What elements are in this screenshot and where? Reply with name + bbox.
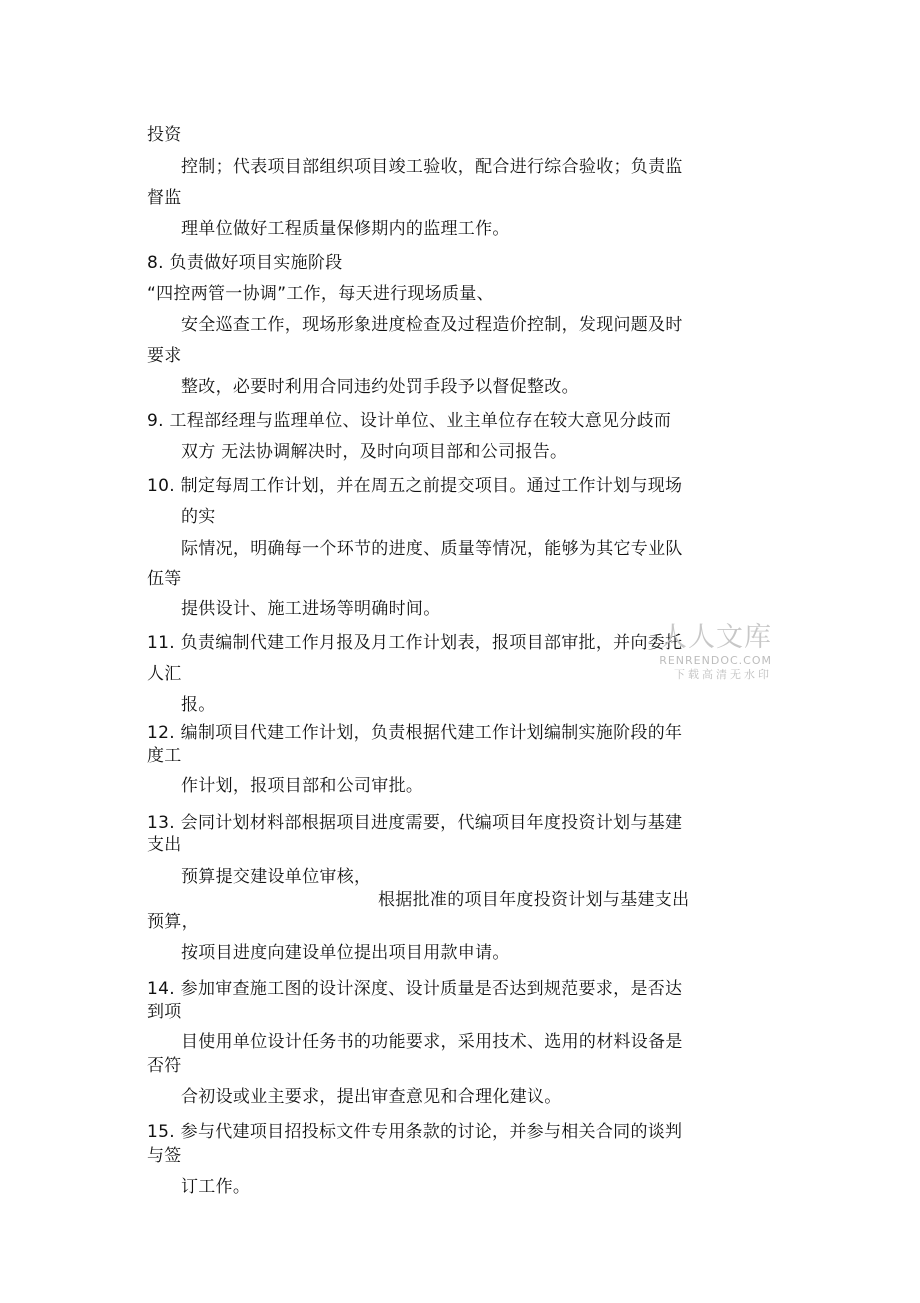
text-line: 作计划，报项目部和公司审批。 bbox=[181, 776, 424, 796]
watermark-logo-text: 人人文库 bbox=[660, 622, 772, 653]
text-line: 理单位做好工程质量保修期内的监理工作。 bbox=[181, 219, 510, 239]
text-line: 与签 bbox=[147, 1146, 182, 1166]
text-line: “四控两管一协调”工作，每天进行现场质量、 bbox=[147, 284, 494, 304]
list-item-number-14: 14. 参加审查施工图的设计深度、设计质量是否达到规范要求，是否达 bbox=[147, 979, 683, 999]
text-line: 要求 bbox=[147, 346, 182, 366]
watermark-url: RENRENDOC.COM bbox=[659, 654, 772, 667]
watermark bbox=[646, 622, 776, 684]
text-line: 伍等 bbox=[147, 569, 182, 589]
text-line: 双方 无法协调解决时，及时向项目部和公司报告。 bbox=[181, 442, 568, 462]
watermark-subtitle: 下载高清无水印 bbox=[674, 668, 772, 681]
text-line: 到项 bbox=[147, 1002, 182, 1022]
text-line: 报。 bbox=[181, 695, 216, 715]
text-line: 整改，必要时利用合同违约处罚手段予以督促整改。 bbox=[181, 377, 579, 397]
text-line: 根据批准的项目年度投资计划与基建支出 bbox=[378, 890, 690, 910]
text-line: 安全巡查工作，现场形象进度检查及过程造价控制，发现问题及时 bbox=[181, 315, 683, 335]
text-line: 的实 bbox=[181, 507, 216, 527]
text-line: 控制；代表项目部组织项目竣工验收，配合进行综合验收；负责监 bbox=[181, 157, 683, 177]
text-line: 预算， bbox=[147, 912, 199, 932]
text-line: 支出 bbox=[147, 835, 182, 855]
text-line: 合初设或业主要求，提出审查意见和合理化建议。 bbox=[181, 1087, 562, 1107]
list-item-number-9: 9. 工程部经理与监理单位、设计单位、业主单位存在较大意见分歧而 bbox=[147, 411, 672, 431]
text-line: 提供设计、施工进场等明确时间。 bbox=[181, 599, 441, 619]
text-line: 预算提交建设单位审核， bbox=[181, 867, 372, 887]
text-line: 际情况，明确每一个环节的进度、质量等情况，能够为其它专业队 bbox=[181, 539, 683, 559]
list-item-number-13: 13. 会同计划材料部根据项目进度需要，代编项目年度投资计划与基建 bbox=[147, 813, 683, 833]
list-item-number-8: 8. 负责做好项目实施阶段 bbox=[147, 253, 343, 273]
text-line: 否符 bbox=[147, 1056, 182, 1076]
list-item-number-15: 15. 参与代建项目招投标文件专用条款的讨论，并参与相关合同的谈判 bbox=[147, 1122, 683, 1142]
text-line: 订工作。 bbox=[181, 1177, 251, 1197]
text-line: 度工 bbox=[147, 746, 182, 766]
text-line: 人汇 bbox=[147, 664, 182, 684]
text-line: 按项目进度向建设单位提出项目用款申请。 bbox=[181, 943, 510, 963]
text-line: 督监 bbox=[147, 188, 182, 208]
list-item-number-10: 10. 制定每周工作计划，并在周五之前提交项目。通过工作计划与现场 bbox=[147, 476, 683, 496]
list-item-number-12: 12. 编制项目代建工作计划，负责根据代建工作计划编制实施阶段的年 bbox=[147, 723, 683, 743]
list-item-number-11: 11. 负责编制代建工作月报及月工作计划表，报项目部审批，并向委托 bbox=[147, 633, 683, 653]
text-line: 投资 bbox=[147, 125, 182, 145]
text-line: 目使用单位设计任务书的功能要求，采用技术、选用的材料设备是 bbox=[181, 1032, 683, 1052]
